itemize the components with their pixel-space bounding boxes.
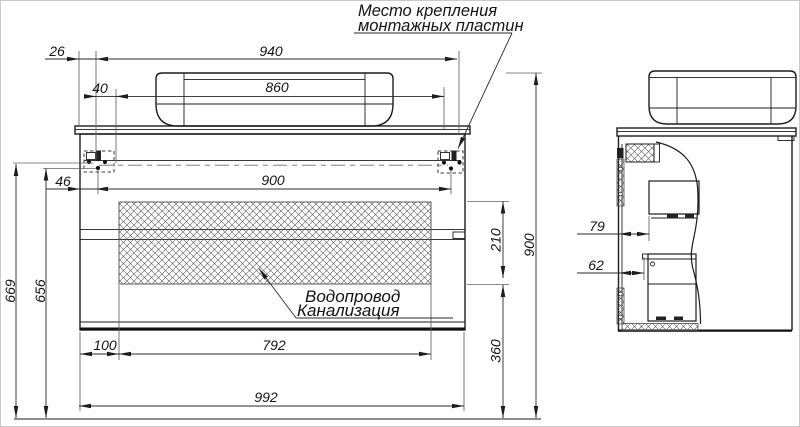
- vanity-cabinet-drawing: [1, 1, 800, 427]
- plumbing-note-line2: Канализация: [297, 301, 400, 320]
- side-view: [617, 71, 796, 331]
- mounting-note-line2: монтажных пластин: [358, 17, 524, 35]
- dim-opening-width: 792: [262, 337, 286, 353]
- upper-drawer-side: [649, 181, 699, 218]
- mounting-note-leader: [458, 33, 512, 149]
- dim-mount-screw-span: 900: [261, 172, 285, 188]
- front-view: [75, 73, 470, 330]
- dim-opening-left-offset: 100: [93, 337, 117, 353]
- dim-mount-plate-span: 940: [259, 43, 283, 59]
- mounting-note-line1: Место крепления: [358, 2, 498, 20]
- dim-top-offset: 26: [49, 43, 65, 59]
- dim-rail-height-upper: 669: [2, 279, 18, 303]
- dim-basin-offset: 40: [92, 80, 108, 96]
- dim-cabinet-height: 900: [521, 233, 537, 257]
- plumbing-note-line1: Водопровод: [305, 287, 401, 306]
- basin-side: [649, 71, 796, 124]
- curved-front-profile: [656, 142, 701, 324]
- dim-rail-height: 656: [32, 279, 48, 303]
- dim-opening-bottom-height: 360: [487, 339, 504, 363]
- back-opening-hatch: [119, 202, 431, 284]
- dim-opening-height: 210: [487, 228, 504, 252]
- dim-drawer-gap-lower: 62: [588, 257, 604, 273]
- mounting-plate-right: [438, 151, 463, 174]
- rail-cross-section: [626, 144, 654, 162]
- dim-drawer-gap-upper: 79: [589, 218, 605, 234]
- lower-drawer-side: [643, 254, 697, 321]
- dim-cabinet-width: 992: [254, 389, 278, 405]
- dim-side-offset: 46: [55, 173, 71, 189]
- dim-basin-width: 860: [265, 79, 289, 95]
